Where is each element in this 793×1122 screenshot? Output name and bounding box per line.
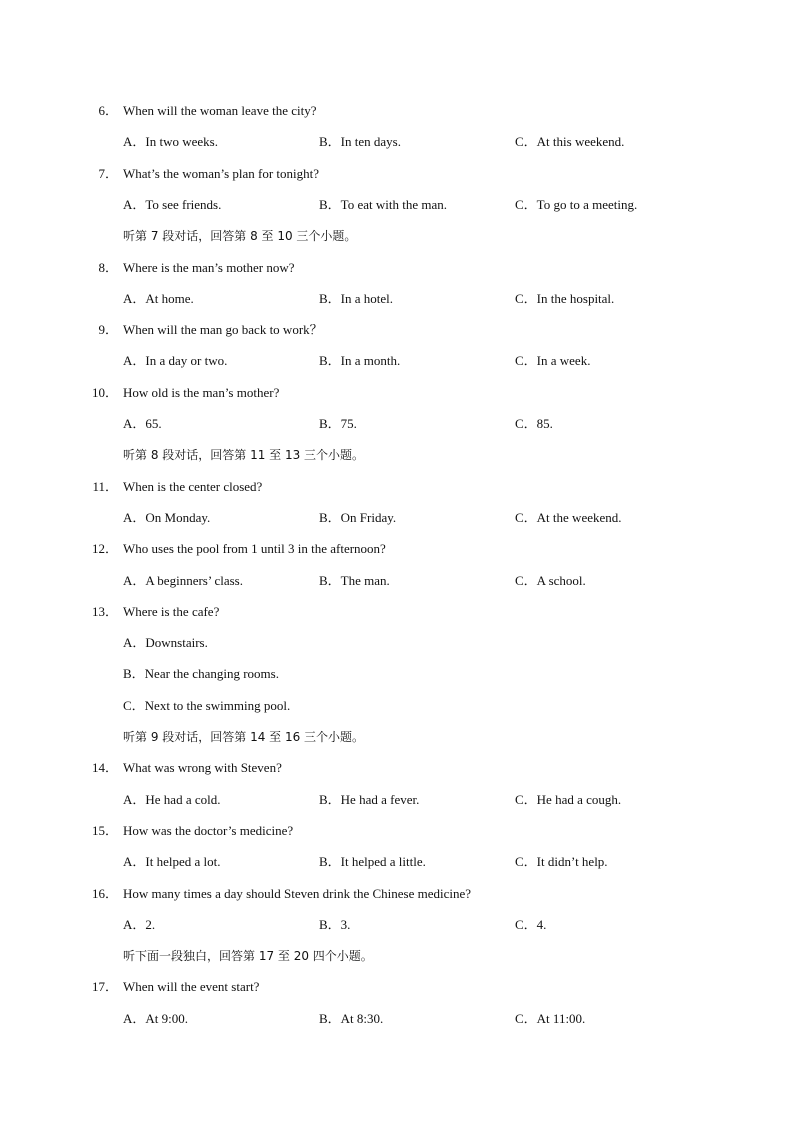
- answer-option: A．On Monday.: [123, 509, 211, 525]
- answer-option: B．The man.: [319, 572, 390, 588]
- question-text: What was wrong with Steven?: [123, 760, 282, 776]
- question-number: 7．: [98, 165, 118, 181]
- answer-option: C．At this weekend.: [515, 134, 625, 150]
- section-instruction: 听第 7 段对话，回答第 8 至 10 三个小题。: [123, 229, 357, 244]
- answer-option: A．65.: [123, 416, 162, 431]
- question-number: 13．: [91, 603, 118, 619]
- answer-option: B．3.: [319, 916, 351, 932]
- question-text: Who uses the pool from 1 until 3 in the afternoon?: [123, 541, 386, 557]
- question-text: When is the center closed?: [123, 478, 263, 494]
- question-text: Where is the man’s mother now?: [123, 259, 295, 275]
- answer-option: C．To go to a meeting.: [515, 196, 638, 212]
- answer-option: A．To see friends.: [123, 196, 222, 212]
- answer-option: B．75.: [319, 416, 357, 431]
- question-text: How old is the man’s mother?: [123, 384, 280, 400]
- question-number: 11．: [92, 478, 118, 494]
- section-instruction: 听下面一段独白，回答第 17 至 20 四个小题。: [123, 949, 373, 964]
- question-number: 9．: [98, 322, 118, 338]
- question-number: 12．: [91, 541, 118, 557]
- section-instruction: 听第 9 段对话，回答第 14 至 16 三个小题。: [123, 730, 365, 744]
- answer-option: C．Next to the swimming pool.: [123, 697, 291, 713]
- question-text: How was the doctor’s medicine?: [123, 822, 294, 838]
- question-number: 14．: [91, 760, 118, 776]
- question-text: Where is the cafe?: [123, 603, 220, 619]
- question-number: 15．: [91, 822, 118, 838]
- question-number: 8．: [98, 259, 118, 275]
- question-number: 6．: [98, 103, 118, 118]
- answer-option: B．On Friday.: [319, 509, 397, 525]
- answer-option: A．In a day or two.: [123, 353, 228, 369]
- answer-option: C．At the weekend.: [515, 509, 622, 525]
- answer-option: A．In two weeks.: [123, 134, 218, 150]
- question-number: 17．: [91, 979, 118, 995]
- answer-option: A．2.: [123, 916, 156, 932]
- answer-option: C．At 11:00.: [515, 1010, 586, 1026]
- answer-option: C．He had a cough.: [515, 791, 622, 807]
- answer-option: B．At 8:30.: [319, 1010, 384, 1026]
- answer-option: A．It helped a lot.: [123, 854, 221, 870]
- question-text: What’s the woman’s plan for tonight?: [123, 165, 320, 181]
- answer-option: C．It didn’t help.: [515, 854, 608, 870]
- answer-option: A．At 9:00.: [123, 1010, 189, 1026]
- question-text: When will the woman leave the city?: [123, 103, 317, 118]
- question-text: When will the event start?: [123, 979, 260, 995]
- question-text: How many times a day should Steven drink the Chinese medicine?: [123, 885, 472, 901]
- answer-option: B．He had a fever.: [319, 791, 420, 807]
- answer-option: B．In a month.: [319, 353, 401, 369]
- answer-option: B．Near the changing rooms.: [123, 666, 279, 682]
- answer-option: A．He had a cold.: [123, 791, 221, 807]
- answer-option: A．Downstairs.: [123, 635, 208, 651]
- question-number: 10．: [91, 384, 118, 400]
- answer-option: C．85.: [515, 416, 553, 431]
- answer-option: C．A school.: [515, 572, 586, 588]
- question-text: When will the man go back to work？: [123, 322, 323, 338]
- answer-option: A．A beginners’ class.: [123, 572, 243, 588]
- answer-option: C．In the hospital.: [515, 290, 615, 306]
- answer-option: C．4.: [515, 916, 547, 932]
- question-number: 16．: [91, 885, 118, 901]
- section-instruction: 听第 8 段对话，回答第 11 至 13 三个小题。: [123, 448, 365, 463]
- answer-option: B．To eat with the man.: [319, 196, 447, 212]
- answer-option: B．In ten days.: [319, 134, 401, 150]
- answer-option: A．At home.: [123, 290, 194, 306]
- answer-option: B．In a hotel.: [319, 290, 394, 306]
- answer-option: C．In a week.: [515, 353, 591, 369]
- answer-option: B．It helped a little.: [319, 854, 426, 870]
